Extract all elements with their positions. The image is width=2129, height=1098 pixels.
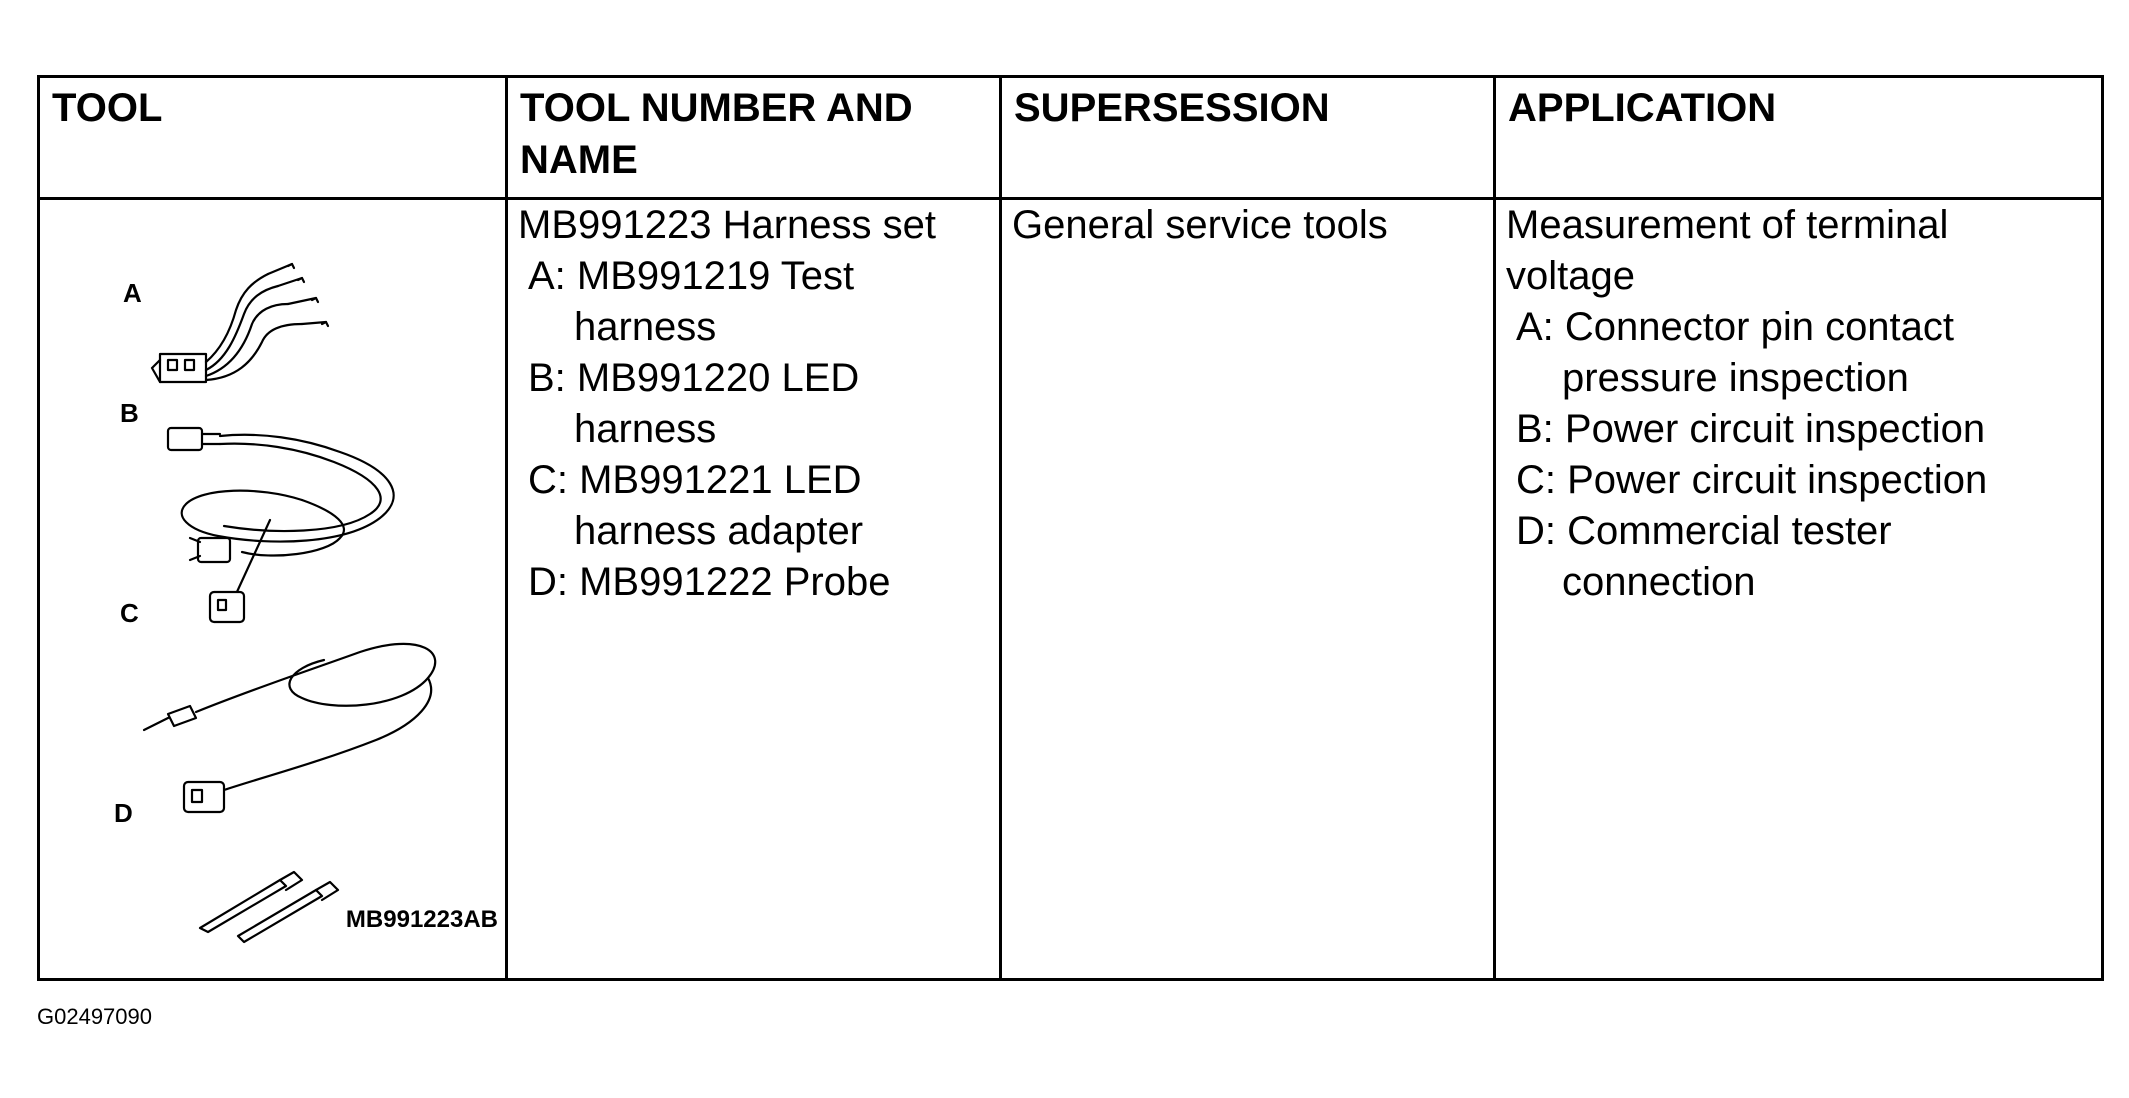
application-item-a: A: Connector pin contact <box>1516 305 1955 349</box>
special-tool-table <box>37 75 2104 981</box>
figure-label-c: C <box>120 598 139 628</box>
header-application-label: APPLICATION <box>1508 86 1777 130</box>
tool-item-b: B: MB991220 LED <box>528 356 860 400</box>
header-tool-label: TOOL <box>52 86 163 130</box>
header-application <box>1495 77 2103 199</box>
supersession-cell <box>1001 199 1495 980</box>
header-tool-number-line2: NAME <box>520 138 638 182</box>
led-harness-adapter-icon <box>144 644 435 812</box>
figure-label-d: D <box>114 798 133 828</box>
header-tool <box>39 77 507 199</box>
tool-set-title: MB991223 Harness set <box>518 203 937 247</box>
supersession-value: General service tools <box>1012 203 1388 247</box>
application-cell <box>1495 199 2103 980</box>
header-supersession <box>1001 77 1495 199</box>
tool-item-b-cont: harness <box>574 407 717 451</box>
application-item-c: C: Power circuit inspection <box>1516 458 1988 502</box>
application-line1: Measurement of terminal <box>1506 203 1949 247</box>
application-item-a-cont: pressure inspection <box>1562 356 1909 400</box>
tool-drawing <box>40 200 508 991</box>
figure-id: MB991223AB <box>345 906 498 933</box>
application-item-d-cont: connection <box>1562 560 1756 604</box>
header-tool-number-line1: TOOL NUMBER AND <box>520 86 913 130</box>
application-line2: voltage <box>1506 254 1635 298</box>
header-tool-number-name <box>507 77 1001 199</box>
probe-icon <box>200 872 338 942</box>
header-supersession-label: SUPERSESSION <box>1014 86 1330 130</box>
figure-label-a: A <box>123 278 142 308</box>
tool-item-a: A: MB991219 Test <box>528 254 855 298</box>
test-harness-icon <box>152 264 328 382</box>
led-harness-icon <box>168 428 394 622</box>
tool-item-c: C: MB991221 LED <box>528 458 862 502</box>
application-item-b: B: Power circuit inspection <box>1516 407 1986 451</box>
tool-item-c-cont: harness adapter <box>574 509 864 553</box>
harness-set-illustration <box>40 200 508 991</box>
tool-illustration-cell <box>39 199 507 980</box>
application-item-d: D: Commercial tester <box>1516 509 1892 553</box>
tool-item-a-cont: harness <box>574 305 717 349</box>
table-row <box>39 199 2103 980</box>
figure-label-b: B <box>120 398 139 428</box>
table-header-row <box>39 77 2103 199</box>
graphic-id: G02497090 <box>37 1004 152 1029</box>
tool-number-name-cell <box>507 199 1001 980</box>
tool-item-d: D: MB991222 Probe <box>528 560 891 604</box>
